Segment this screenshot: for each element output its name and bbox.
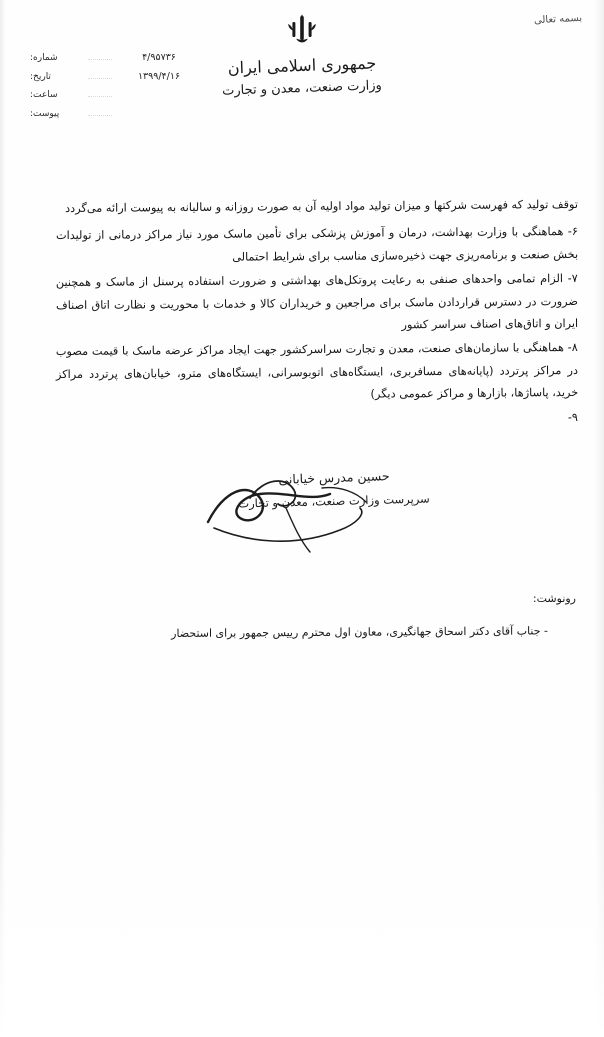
signatory-title: سرپرست وزارت صنعت، معدن و تجارت	[238, 491, 430, 511]
page-bottom-blank	[0, 777, 604, 1037]
iran-emblem-icon	[0, 12, 604, 55]
document-body	[56, 196, 578, 433]
meta-label-attachment: پیوست:	[30, 109, 60, 119]
paragraph-item-8: ۸- هماهنگی با سازمان‌های صنعت، معدن و تجارت سراسرکشور جهت ایجاد مراکز عرضه ماسک با قیمت مصوب در مراکز پرتردد (پایانه‌های مسافربری، ایستگاه‌های اتوبوسرانی، ایستگاه‌های مترو، خیابان‌های پرتردد مراکز خرید، پاساژها، بازارها و مراکز عمومی دیگر)	[55, 340, 579, 401]
meta-dots	[88, 95, 112, 97]
ministry-name: وزارت صنعت، معدن و تجارت	[221, 78, 383, 99]
meta-dots	[88, 114, 112, 116]
organization-name: جمهوری اسلامی ایران	[227, 53, 377, 78]
meta-dots	[88, 77, 112, 79]
document-meta	[30, 52, 200, 128]
signature-block	[184, 468, 484, 511]
meta-row	[30, 52, 200, 71]
paragraph-continuation: توقف تولید که فهرست شرکتها و میزان تولید مواد اولیه آن به صورت روزانه و سالیانه به پیوست ارائه می‌گردد	[65, 197, 579, 215]
paragraph-item-6: ۶- هماهنگی با وزارت بهداشت، درمان و آموزش پزشکی برای تأمین ماسک مورد نیاز مراکز درمانی از تولیدات بخش صنعت و برنامه‌ریزی جهت ذخیره‌سازی مناسب برای شرایط احتمالی	[55, 224, 579, 263]
meta-dots	[88, 58, 112, 60]
meta-row	[30, 71, 200, 90]
meta-label-date: تاریخ:	[30, 72, 51, 82]
cc-item: - جناب آقای دکتر اسحاق جهانگیری، معاون اول محترم رییس جمهور برای استحضار	[171, 624, 549, 640]
meta-value-number: ۴/۹۵۷۳۶	[142, 52, 176, 63]
paragraph-item-7: ۷- الزام تمامی واحدهای صنفی به رعایت پروتکل‌های بهداشتی و ضرورت استفاده پرسنل از ماسک و همچنین ضرورت در دسترس قراردادن ماسک برای مراجعین و خریداران کالا و خدمات با محوریت و نظارت اتاق اصناف ایران و اتاق‌های اصناف سراسر کشور	[55, 271, 579, 331]
meta-row	[30, 90, 200, 109]
signatory-name: حسین مدرس خیابانی	[278, 468, 390, 487]
paragraph-item-9: ۹-	[567, 410, 579, 424]
meta-row	[30, 109, 200, 128]
meta-label-time: ساعت:	[30, 90, 58, 100]
meta-value-date: ۱۳۹۹/۴/۱۶	[137, 71, 181, 82]
basmala-text: بسمه تعالی	[533, 12, 583, 27]
cc-label: رونوشت:	[532, 592, 576, 605]
meta-label-number: شماره:	[30, 53, 58, 63]
